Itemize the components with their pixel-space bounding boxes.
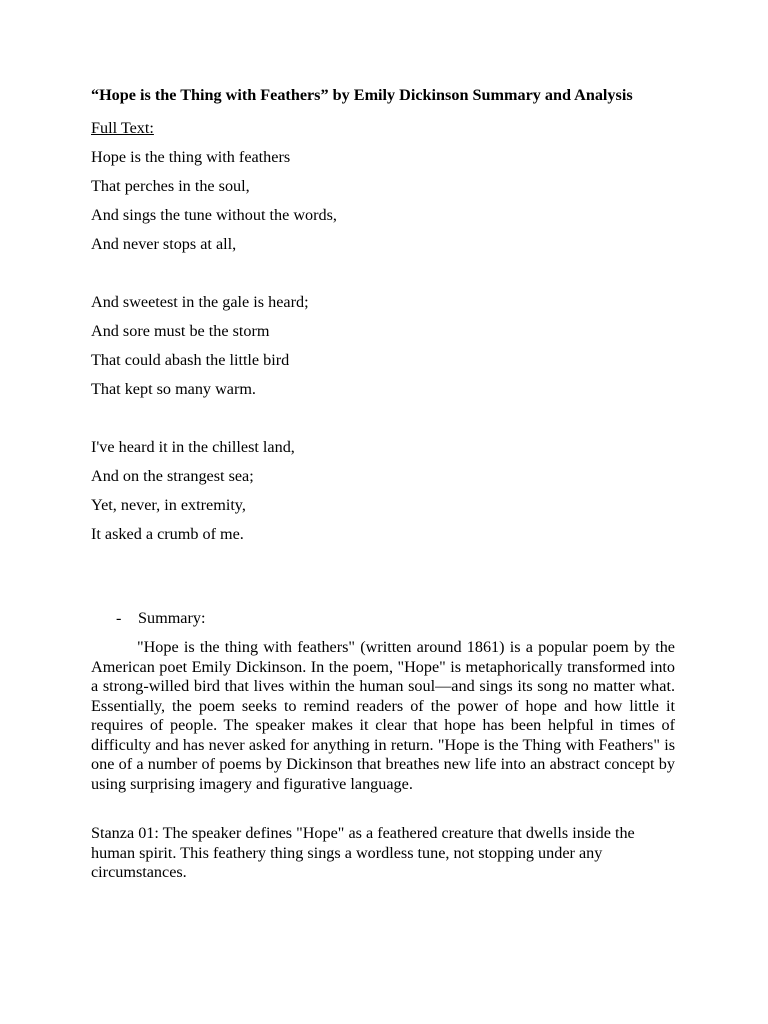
poem-line: And sings the tune without the words, xyxy=(91,206,337,224)
stanza-spacer xyxy=(91,400,675,429)
document-title: “Hope is the Thing with Feathers” by Emily Dickinson Summary and Analysis xyxy=(91,86,633,104)
poem-line: It asked a crumb of me. xyxy=(91,525,244,543)
poem-line: And never stops at all, xyxy=(91,235,237,253)
poem-stanza-2 xyxy=(91,292,675,400)
poem-line: And sore must be the storm xyxy=(91,322,270,340)
stanza-spacer xyxy=(91,255,675,284)
stanza-01-paragraph: Stanza 01: The speaker defines "Hope" as a feathered creature that dwells inside the human spirit. This feathery thing sings a wordless tune, not stopping under any circumstances. xyxy=(91,824,635,881)
summary-bullet: - xyxy=(116,609,122,627)
poem-stanza-1 xyxy=(91,147,675,255)
summary-paragraph: "Hope is the thing with feathers" (written around 1861) is a popular poem by the American poet Emily Dickinson. In the poem, "Hope" is metaphorically transformed into a strong-willed bird that lives within the human soul—and sings its song no matter what. Essentially, the poem seeks to remind readers of the power of hope and how little it requires of people. The speaker makes it clear that hope has been helpful in times of difficulty and has never asked for anything in return. "Hope is the Thing with Feathers" is one of a number of poems by Dickinson that breathes new life into an abstract concept by using surprising imagery and figurative language. xyxy=(91,638,675,793)
poem-line: And on the strangest sea; xyxy=(91,467,254,485)
poem-line: That kept so many warm. xyxy=(91,380,256,398)
document-page xyxy=(91,85,675,545)
poem-line: Yet, never, in extremity, xyxy=(91,496,246,514)
poem-line: That could abash the little bird xyxy=(91,351,290,369)
poem-line: And sweetest in the gale is heard; xyxy=(91,293,309,311)
full-text-label: Full Text: xyxy=(91,119,154,137)
poem-line: That perches in the soul, xyxy=(91,177,250,195)
summary-heading-text: Summary: xyxy=(138,609,206,627)
poem-line: Hope is the thing with feathers xyxy=(91,148,291,166)
poem-stanza-3 xyxy=(91,437,675,545)
poem-line: I've heard it in the chillest land, xyxy=(91,438,295,456)
summary-heading xyxy=(116,608,205,629)
